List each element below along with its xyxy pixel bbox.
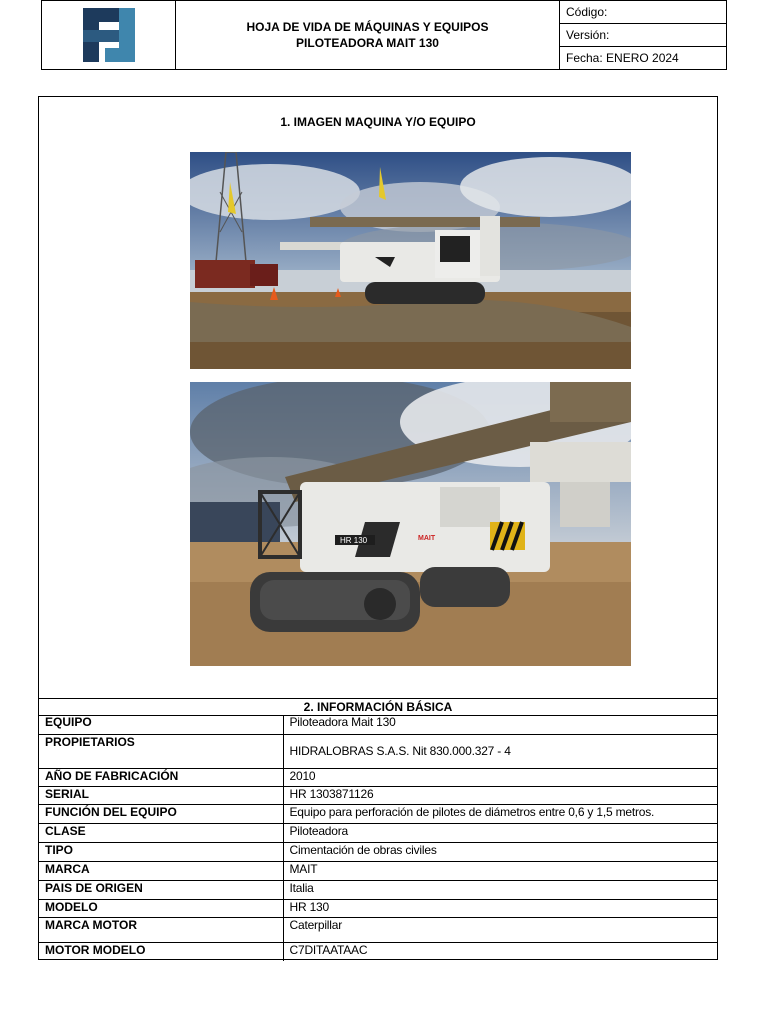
machine-photo-front — [190, 382, 631, 666]
document-meta — [560, 1, 726, 69]
version-field: Versión: — [560, 24, 726, 47]
table-row — [39, 804, 717, 823]
row-label: EQUIPO — [39, 715, 283, 734]
machine-photo-side — [190, 152, 631, 369]
table-row — [39, 880, 717, 899]
row-label: AÑO DE FABRICACIÓN — [39, 768, 283, 786]
document-title — [176, 1, 560, 69]
plate-text: HR 130 — [340, 536, 368, 545]
row-label: CLASE — [39, 823, 283, 842]
table-row — [39, 917, 717, 942]
logo-icon — [81, 8, 137, 62]
row-label: MODELO — [39, 899, 283, 917]
row-value: MAIT — [283, 861, 717, 880]
table-row — [39, 734, 717, 768]
row-value: Piloteadora — [283, 823, 717, 842]
brand-text: MAIT — [418, 535, 436, 542]
table-row — [39, 823, 717, 842]
title-line-1: HOJA DE VIDA DE MÁQUINAS Y EQUIPOS — [246, 20, 489, 34]
table-row — [39, 899, 717, 917]
company-logo — [42, 1, 176, 69]
row-label: SERIAL — [39, 786, 283, 804]
table-row — [39, 861, 717, 880]
row-label: MOTOR MODELO — [39, 942, 283, 961]
row-value: C7DITAATAAC — [283, 942, 717, 961]
row-label: MARCA — [39, 861, 283, 880]
row-label: PAIS DE ORIGEN — [39, 880, 283, 899]
title-line-2: PILOTEADORA MAIT 130 — [296, 36, 439, 50]
row-value: Piloteadora Mait 130 — [289, 715, 396, 729]
content-frame — [38, 96, 718, 960]
row-label: TIPO — [39, 842, 283, 861]
table-row — [39, 715, 717, 734]
row-value: HR 130 — [283, 899, 717, 917]
row-value: Equipo para perforación de pilotes de diámetros entre 0,6 y 1,5 metros. — [283, 804, 717, 823]
table-row — [39, 942, 717, 961]
row-label: PROPIETARIOS — [39, 734, 283, 768]
row-value: Caterpillar — [283, 917, 717, 942]
row-label: FUNCIÓN DEL EQUIPO — [39, 804, 283, 823]
row-value: Cimentación de obras civiles — [283, 842, 717, 861]
section-1-title: 1. IMAGEN MAQUINA Y/O EQUIPO — [280, 115, 476, 129]
table-row — [39, 842, 717, 861]
row-value: 2010 — [283, 768, 717, 786]
row-value: HR 1303871126 — [283, 786, 717, 804]
codigo-field: Código: — [560, 1, 726, 24]
row-value: HIDRALOBRAS S.A.S. Nit 830.000.327 - 4 — [283, 734, 717, 768]
document-header — [41, 0, 727, 70]
row-label: MARCA MOTOR — [39, 917, 283, 942]
table-row — [39, 786, 717, 804]
table-row — [39, 768, 717, 786]
row-value: Italia — [283, 880, 717, 899]
fecha-field: Fecha: ENERO 2024 — [566, 51, 679, 65]
section-2-title: 2. INFORMACIÓN BÁSICA — [39, 698, 717, 716]
basic-info-table — [39, 715, 717, 961]
